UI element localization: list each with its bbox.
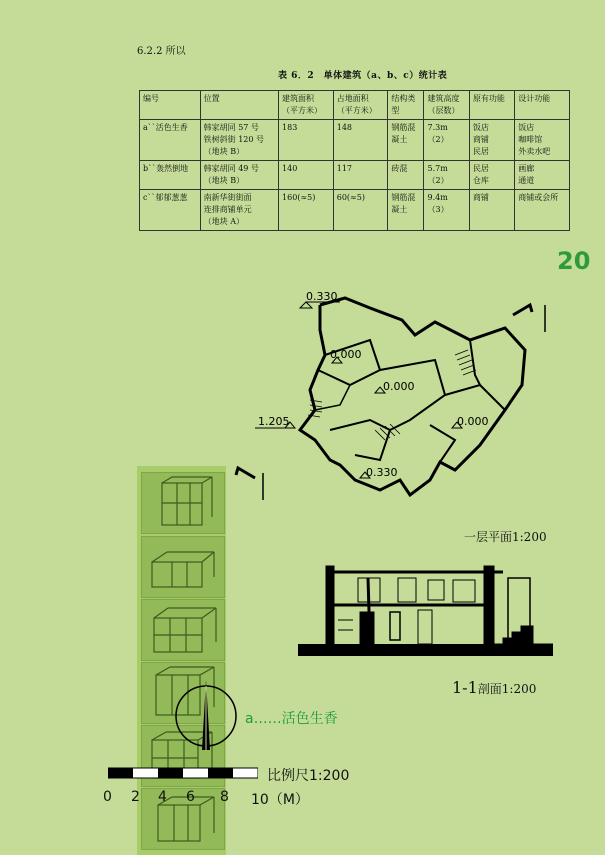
cell-land-area xyxy=(333,120,388,161)
cell-design-function xyxy=(515,161,570,190)
cell-text: b``轰然倒地 xyxy=(143,164,189,173)
scale-bar xyxy=(108,764,258,784)
scale-tick: 0 xyxy=(103,789,112,805)
cell-text: （3） xyxy=(427,205,449,214)
header-text: （平方米） xyxy=(336,106,377,115)
cell-text: 7.3m xyxy=(427,123,448,132)
header-text: 编号 xyxy=(143,94,159,103)
header-land-area xyxy=(333,91,388,120)
perspective-view xyxy=(141,788,225,850)
cell-text: 连排商铺单元 xyxy=(203,205,252,214)
cell-text: 民居 xyxy=(472,147,489,156)
table-row xyxy=(140,161,570,190)
section-drawing xyxy=(298,560,553,665)
cell-text: 凝土 xyxy=(391,135,408,144)
cell-text: 商铺或会所 xyxy=(518,193,559,202)
cell-text: （地块 A） xyxy=(203,217,244,226)
cell-text: 钢筋混 xyxy=(391,123,416,132)
table-caption: 表 6．2 单体建筑（a、b、c）统计表 xyxy=(278,71,448,81)
section-heading: 6.2.2 所以 xyxy=(137,46,186,57)
cell-text: 商铺 xyxy=(472,193,489,202)
section-caption xyxy=(452,678,536,697)
header-text: 设计功能 xyxy=(518,94,551,103)
header-text: 原有功能 xyxy=(472,94,505,103)
cell-id xyxy=(140,161,201,190)
header-original-function xyxy=(469,91,514,120)
section-caption-number: 1-1 xyxy=(452,678,478,697)
north-arrow-icon xyxy=(170,674,242,754)
cell-text: 铁树斜街 120 号 xyxy=(203,135,265,144)
header-text: 位置 xyxy=(203,94,220,103)
cell-text: 民居 xyxy=(472,164,489,173)
table-row xyxy=(140,190,570,231)
cell-floor-area xyxy=(279,190,334,231)
cell-text: 韩家胡同 49 号 xyxy=(203,164,259,173)
cell-height xyxy=(424,161,469,190)
cell-text: 饭店 xyxy=(472,123,489,132)
cell-text: 韩家胡同 57 号 xyxy=(203,123,259,132)
cell-location xyxy=(200,161,278,190)
cell-text: 凝土 xyxy=(391,205,408,214)
cell-text: 外卖水吧 xyxy=(518,147,551,156)
cell-design-function xyxy=(515,190,570,231)
cell-text: 画廊 xyxy=(518,164,535,173)
cell-height xyxy=(424,190,469,231)
header-text: （层数） xyxy=(427,106,460,115)
perspective-view xyxy=(141,599,225,661)
perspective-view xyxy=(141,472,225,534)
plan-elevation-5: 1.205 xyxy=(258,415,290,428)
table-row xyxy=(140,120,570,161)
scale-tick: 8 xyxy=(220,789,229,805)
cell-location xyxy=(200,120,278,161)
header-id xyxy=(140,91,201,120)
scale-label: 比例尺1:200 xyxy=(267,768,350,784)
cell-id xyxy=(140,190,201,231)
cell-design-function xyxy=(515,120,570,161)
plan-elevation-4: 0.000 xyxy=(457,415,489,428)
plan-elevation-3: 0.000 xyxy=(383,380,415,393)
plan-elevation-2: 0.000 xyxy=(330,348,362,361)
cell-structure xyxy=(388,161,424,190)
cell-text: 南新华街街面 xyxy=(203,193,252,202)
header-text: 建筑面积 xyxy=(282,94,315,103)
perspective-strip xyxy=(137,466,226,855)
perspective-view xyxy=(141,536,225,598)
cell-text: 148 xyxy=(336,123,353,132)
statistics-table xyxy=(139,90,570,231)
cell-text: 商铺 xyxy=(472,135,489,144)
cell-structure xyxy=(388,190,424,231)
cell-floor-area xyxy=(279,120,334,161)
cell-land-area xyxy=(333,161,388,190)
scale-tick: 6 xyxy=(186,789,195,805)
table-header-row xyxy=(140,91,570,120)
cell-text: 140 xyxy=(282,164,298,173)
cell-text: 160(≈5) xyxy=(282,193,316,202)
scale-tick: 10（M） xyxy=(251,792,309,808)
cell-text: a``活色生香 xyxy=(143,123,188,132)
header-design-function xyxy=(515,91,570,120)
cell-original-function xyxy=(469,161,514,190)
cell-text: （2） xyxy=(427,176,449,185)
cell-text: 5.7m xyxy=(427,164,448,173)
project-label: a……活色生香 xyxy=(245,711,338,727)
cell-text: 砖混 xyxy=(391,164,408,173)
cell-text: 9.4m xyxy=(427,193,448,202)
cell-text: 仓库 xyxy=(472,176,489,185)
cell-text: 咖啡馆 xyxy=(518,135,543,144)
floor-plan-drawing xyxy=(230,280,570,520)
page-number: 20 xyxy=(557,247,591,275)
header-structure xyxy=(388,91,424,120)
header-text: （平方米） xyxy=(282,106,323,115)
plan-elevation-6: 0.330 xyxy=(366,466,398,479)
plan-elevation-1: 0.330 xyxy=(306,290,338,303)
cell-structure xyxy=(388,120,424,161)
cell-height xyxy=(424,120,469,161)
cell-text: （地块 B） xyxy=(203,176,245,185)
header-height xyxy=(424,91,469,120)
cell-text: 通道 xyxy=(518,176,535,185)
header-location xyxy=(200,91,278,120)
scale-tick: 2 xyxy=(131,789,140,805)
cell-location xyxy=(200,190,278,231)
cell-text: 饭店 xyxy=(518,123,535,132)
cell-text: 60(≈5) xyxy=(336,193,365,202)
table-body xyxy=(140,120,570,231)
header-text: 建筑高度 xyxy=(427,94,460,103)
cell-text: （地块 B） xyxy=(203,147,245,156)
header-floor-area xyxy=(279,91,334,120)
cell-land-area xyxy=(333,190,388,231)
cell-floor-area xyxy=(279,161,334,190)
cell-text: 钢筋混 xyxy=(391,193,416,202)
cell-original-function xyxy=(469,120,514,161)
cell-original-function xyxy=(469,190,514,231)
cell-text: c``郁郁葱葱 xyxy=(143,193,188,202)
plan-caption: 一层平面1:200 xyxy=(464,530,547,544)
header-text: 占地面积 xyxy=(336,94,369,103)
header-text: 型 xyxy=(391,106,400,115)
cell-text: 117 xyxy=(336,164,353,173)
section-caption-scale: 剖面1:200 xyxy=(477,682,537,696)
header-text: 结构类 xyxy=(391,94,416,103)
cell-text: 183 xyxy=(282,123,298,132)
cell-text: （2） xyxy=(427,135,449,144)
scale-tick: 4 xyxy=(158,789,167,805)
cell-id xyxy=(140,120,201,161)
